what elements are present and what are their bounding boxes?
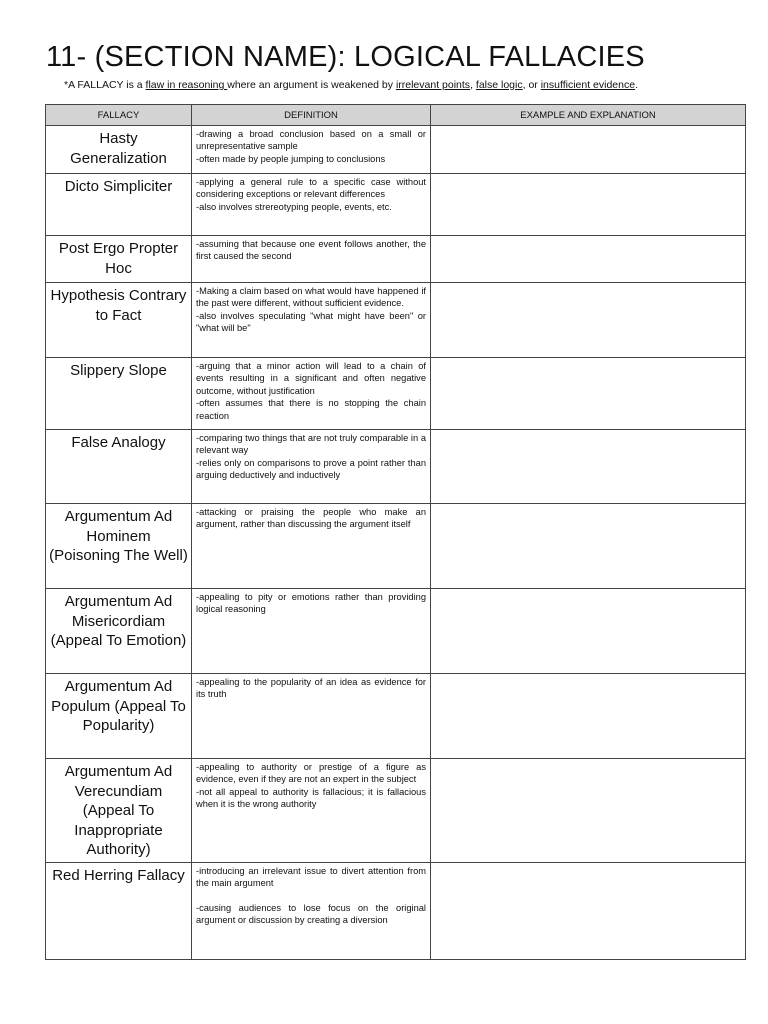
table-row bbox=[46, 589, 746, 674]
fallacy-definition-cell bbox=[192, 236, 431, 283]
fallacy-definition-cell bbox=[192, 126, 431, 174]
definition-line: -introducing an irrelevant issue to divert attention from the main argument bbox=[196, 866, 426, 889]
fallacy-table-body bbox=[46, 126, 746, 960]
example-explanation-cell[interactable] bbox=[431, 759, 746, 863]
definition-line: -often made by people jumping to conclusions bbox=[196, 153, 386, 164]
fallacy-definition-note bbox=[64, 79, 638, 91]
table-row bbox=[46, 126, 746, 174]
definition-line: -relies only on comparisons to prove a point rather than arguing deductively and inductively bbox=[196, 457, 426, 481]
fallacy-name-cell: Post Ergo Propter Hoc bbox=[46, 236, 192, 283]
table-row bbox=[46, 358, 746, 430]
fallacy-table bbox=[45, 104, 746, 960]
fallacy-definition-cell bbox=[192, 283, 431, 358]
definition-line: -drawing a broad conclusion based on a small or unrepresentative sample bbox=[196, 129, 426, 152]
definition-line: -comparing two things that are not truly comparable in a relevant way bbox=[196, 433, 426, 456]
table-row bbox=[46, 504, 746, 589]
table-header-row bbox=[46, 105, 746, 126]
fallacy-name-cell: Argumentum Ad Populum (Appeal To Popularity) bbox=[46, 674, 192, 759]
definition-line: -applying a general rule to a specific case without considering exceptions or relevant differences bbox=[196, 177, 426, 200]
fallacy-definition-cell bbox=[192, 589, 431, 674]
note-middle: where an argument is weakened by bbox=[227, 79, 396, 91]
definition-line: -Making a claim based on what would have happened if the past were different, without sufficient evidence. bbox=[196, 286, 426, 309]
example-explanation-cell[interactable] bbox=[431, 358, 746, 430]
fallacy-name-cell: Argumentum Ad Verecundiam (Appeal To Inappropriate Authority) bbox=[46, 759, 192, 863]
note-prefix: *A FALLACY is a bbox=[64, 79, 146, 91]
table-row bbox=[46, 759, 746, 863]
page-title: 11- (SECTION NAME): LOGICAL FALLACIES bbox=[46, 41, 645, 73]
example-explanation-cell[interactable] bbox=[431, 589, 746, 674]
example-explanation-cell[interactable] bbox=[431, 504, 746, 589]
fallacy-name-cell: Argumentum Ad Hominem (Poisoning The Well) bbox=[46, 504, 192, 589]
definition-line: -appealing to authority or prestige of a figure as evidence, even if they are not an expert in the subject bbox=[196, 762, 426, 785]
example-explanation-cell[interactable] bbox=[431, 283, 746, 358]
fallacy-definition-cell bbox=[192, 863, 431, 960]
note-separator: , bbox=[470, 79, 476, 91]
column-header-definition: DEFINITION bbox=[192, 105, 431, 126]
definition-line: -also involves speculating "what might have been" or "what will be" bbox=[196, 310, 426, 334]
fallacy-name-cell: Red Herring Fallacy bbox=[46, 863, 192, 960]
column-header-example-and-explanation: EXAMPLE AND EXPLANATION bbox=[431, 105, 746, 126]
table-row bbox=[46, 674, 746, 759]
definition-line: -assuming that because one event follows another, the first caused the second bbox=[196, 239, 426, 262]
fallacy-definition-cell bbox=[192, 504, 431, 589]
fallacy-name-cell: False Analogy bbox=[46, 430, 192, 504]
definition-line: -arguing that a minor action will lead to a chain of events resulting in a significant and often negative outcome, without justification bbox=[196, 361, 426, 396]
example-explanation-cell[interactable] bbox=[431, 174, 746, 236]
table-row bbox=[46, 174, 746, 236]
table-row bbox=[46, 863, 746, 960]
note-term-flaw-in-reasoning: flaw in reasoning bbox=[145, 79, 228, 91]
fallacy-definition-cell bbox=[192, 674, 431, 759]
example-explanation-cell[interactable] bbox=[431, 236, 746, 283]
fallacy-name-cell: Slippery Slope bbox=[46, 358, 192, 430]
note-end: . bbox=[635, 79, 638, 91]
fallacy-definition-cell bbox=[192, 430, 431, 504]
example-explanation-cell[interactable] bbox=[431, 674, 746, 759]
fallacy-definition-cell bbox=[192, 759, 431, 863]
example-explanation-cell[interactable] bbox=[431, 126, 746, 174]
example-explanation-cell[interactable] bbox=[431, 430, 746, 504]
note-separator: , or bbox=[522, 79, 541, 91]
note-term-insufficient-evidence: insufficient evidence bbox=[540, 79, 636, 91]
fallacy-name-cell: Dicto Simpliciter bbox=[46, 174, 192, 236]
fallacy-definition-cell bbox=[192, 174, 431, 236]
definition-line: -also involves strereotyping people, events, etc. bbox=[196, 201, 392, 212]
definition-line: -attacking or praising the people who make an argument, rather than discussing the argument itself bbox=[196, 507, 426, 530]
table-row bbox=[46, 430, 746, 504]
fallacy-name-cell: Hasty Generalization bbox=[46, 126, 192, 174]
note-term-irrelevant-points: irrelevant points bbox=[395, 79, 471, 91]
definition-line: -appealing to pity or emotions rather than providing logical reasoning bbox=[196, 592, 426, 615]
fallacy-name-cell: Argumentum Ad Misericordiam (Appeal To Emotion) bbox=[46, 589, 192, 674]
fallacy-definition-cell bbox=[192, 358, 431, 430]
definition-line bbox=[196, 890, 426, 902]
definition-line: -not all appeal to authority is fallacious; it is fallacious when it is the wrong authority bbox=[196, 786, 426, 810]
column-header-fallacy: FALLACY bbox=[46, 105, 192, 126]
table-row bbox=[46, 283, 746, 358]
definition-line: -causing audiences to lose focus on the original argument or discussion by creating a diversion bbox=[196, 902, 426, 926]
definition-line: -often assumes that there is no stopping the chain reaction bbox=[196, 398, 426, 421]
example-explanation-cell[interactable] bbox=[431, 863, 746, 960]
definition-line: -appealing to the popularity of an idea as evidence for its truth bbox=[196, 677, 426, 700]
note-term-false-logic: false logic bbox=[475, 79, 523, 91]
table-row bbox=[46, 236, 746, 283]
fallacy-name-cell: Hypothesis Contrary to Fact bbox=[46, 283, 192, 358]
